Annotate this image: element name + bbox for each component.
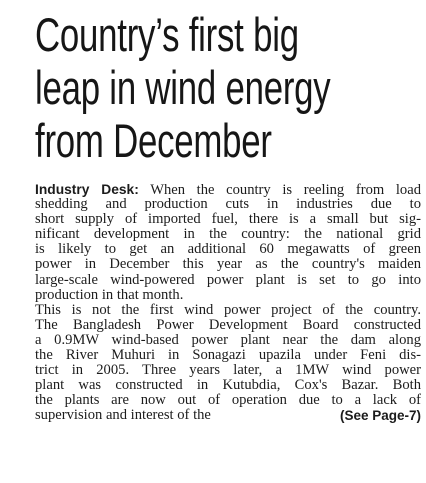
body-line: plant was constructed in Kutubdia, Cox's Bazar. Both (35, 377, 421, 394)
body-line: production in that month. (35, 286, 184, 303)
body-line: This is not the first wind power project of the country. (35, 301, 421, 318)
body-line: a 0.9MW wind-based power plant near the dam along (35, 331, 421, 348)
continuation-link[interactable]: (See Page-7) (339, 408, 421, 424)
headline-line: leap in wind energy (35, 61, 331, 114)
body-text: When the country is reeling from load (138, 182, 421, 198)
body-line: is likely to get an additional 60 megawatts of green (35, 241, 421, 258)
headline (35, 8, 331, 167)
body-line: the plants are now out of operation due to a lack of (35, 392, 421, 409)
body-line: trict in 2005. Three years later, a 1MW wind power (35, 362, 421, 379)
byline: Industry Desk: (35, 182, 139, 197)
article-body (35, 182, 421, 424)
body-line: power in December this year as the country's maiden (35, 256, 421, 273)
body-line: nificant development in the country: the national grid (35, 226, 421, 243)
body-line: The Bangladesh Power Development Board constructed (35, 316, 421, 333)
body-line: the River Muhuri in Sonagazi upazila under Feni dis- (35, 347, 421, 364)
body-line (35, 182, 421, 197)
body-line (35, 408, 421, 423)
body-line: short supply of imported fuel, there is a small but sig- (35, 211, 421, 228)
body-line: shedding and production cuts in industries due to (35, 196, 421, 213)
body-line: large-scale wind-powered power plant is set to go into (35, 271, 421, 288)
body-text: supervision and interest of the (35, 407, 211, 424)
headline-line: from December (35, 114, 272, 167)
headline-line: Country’s first big (35, 8, 299, 61)
